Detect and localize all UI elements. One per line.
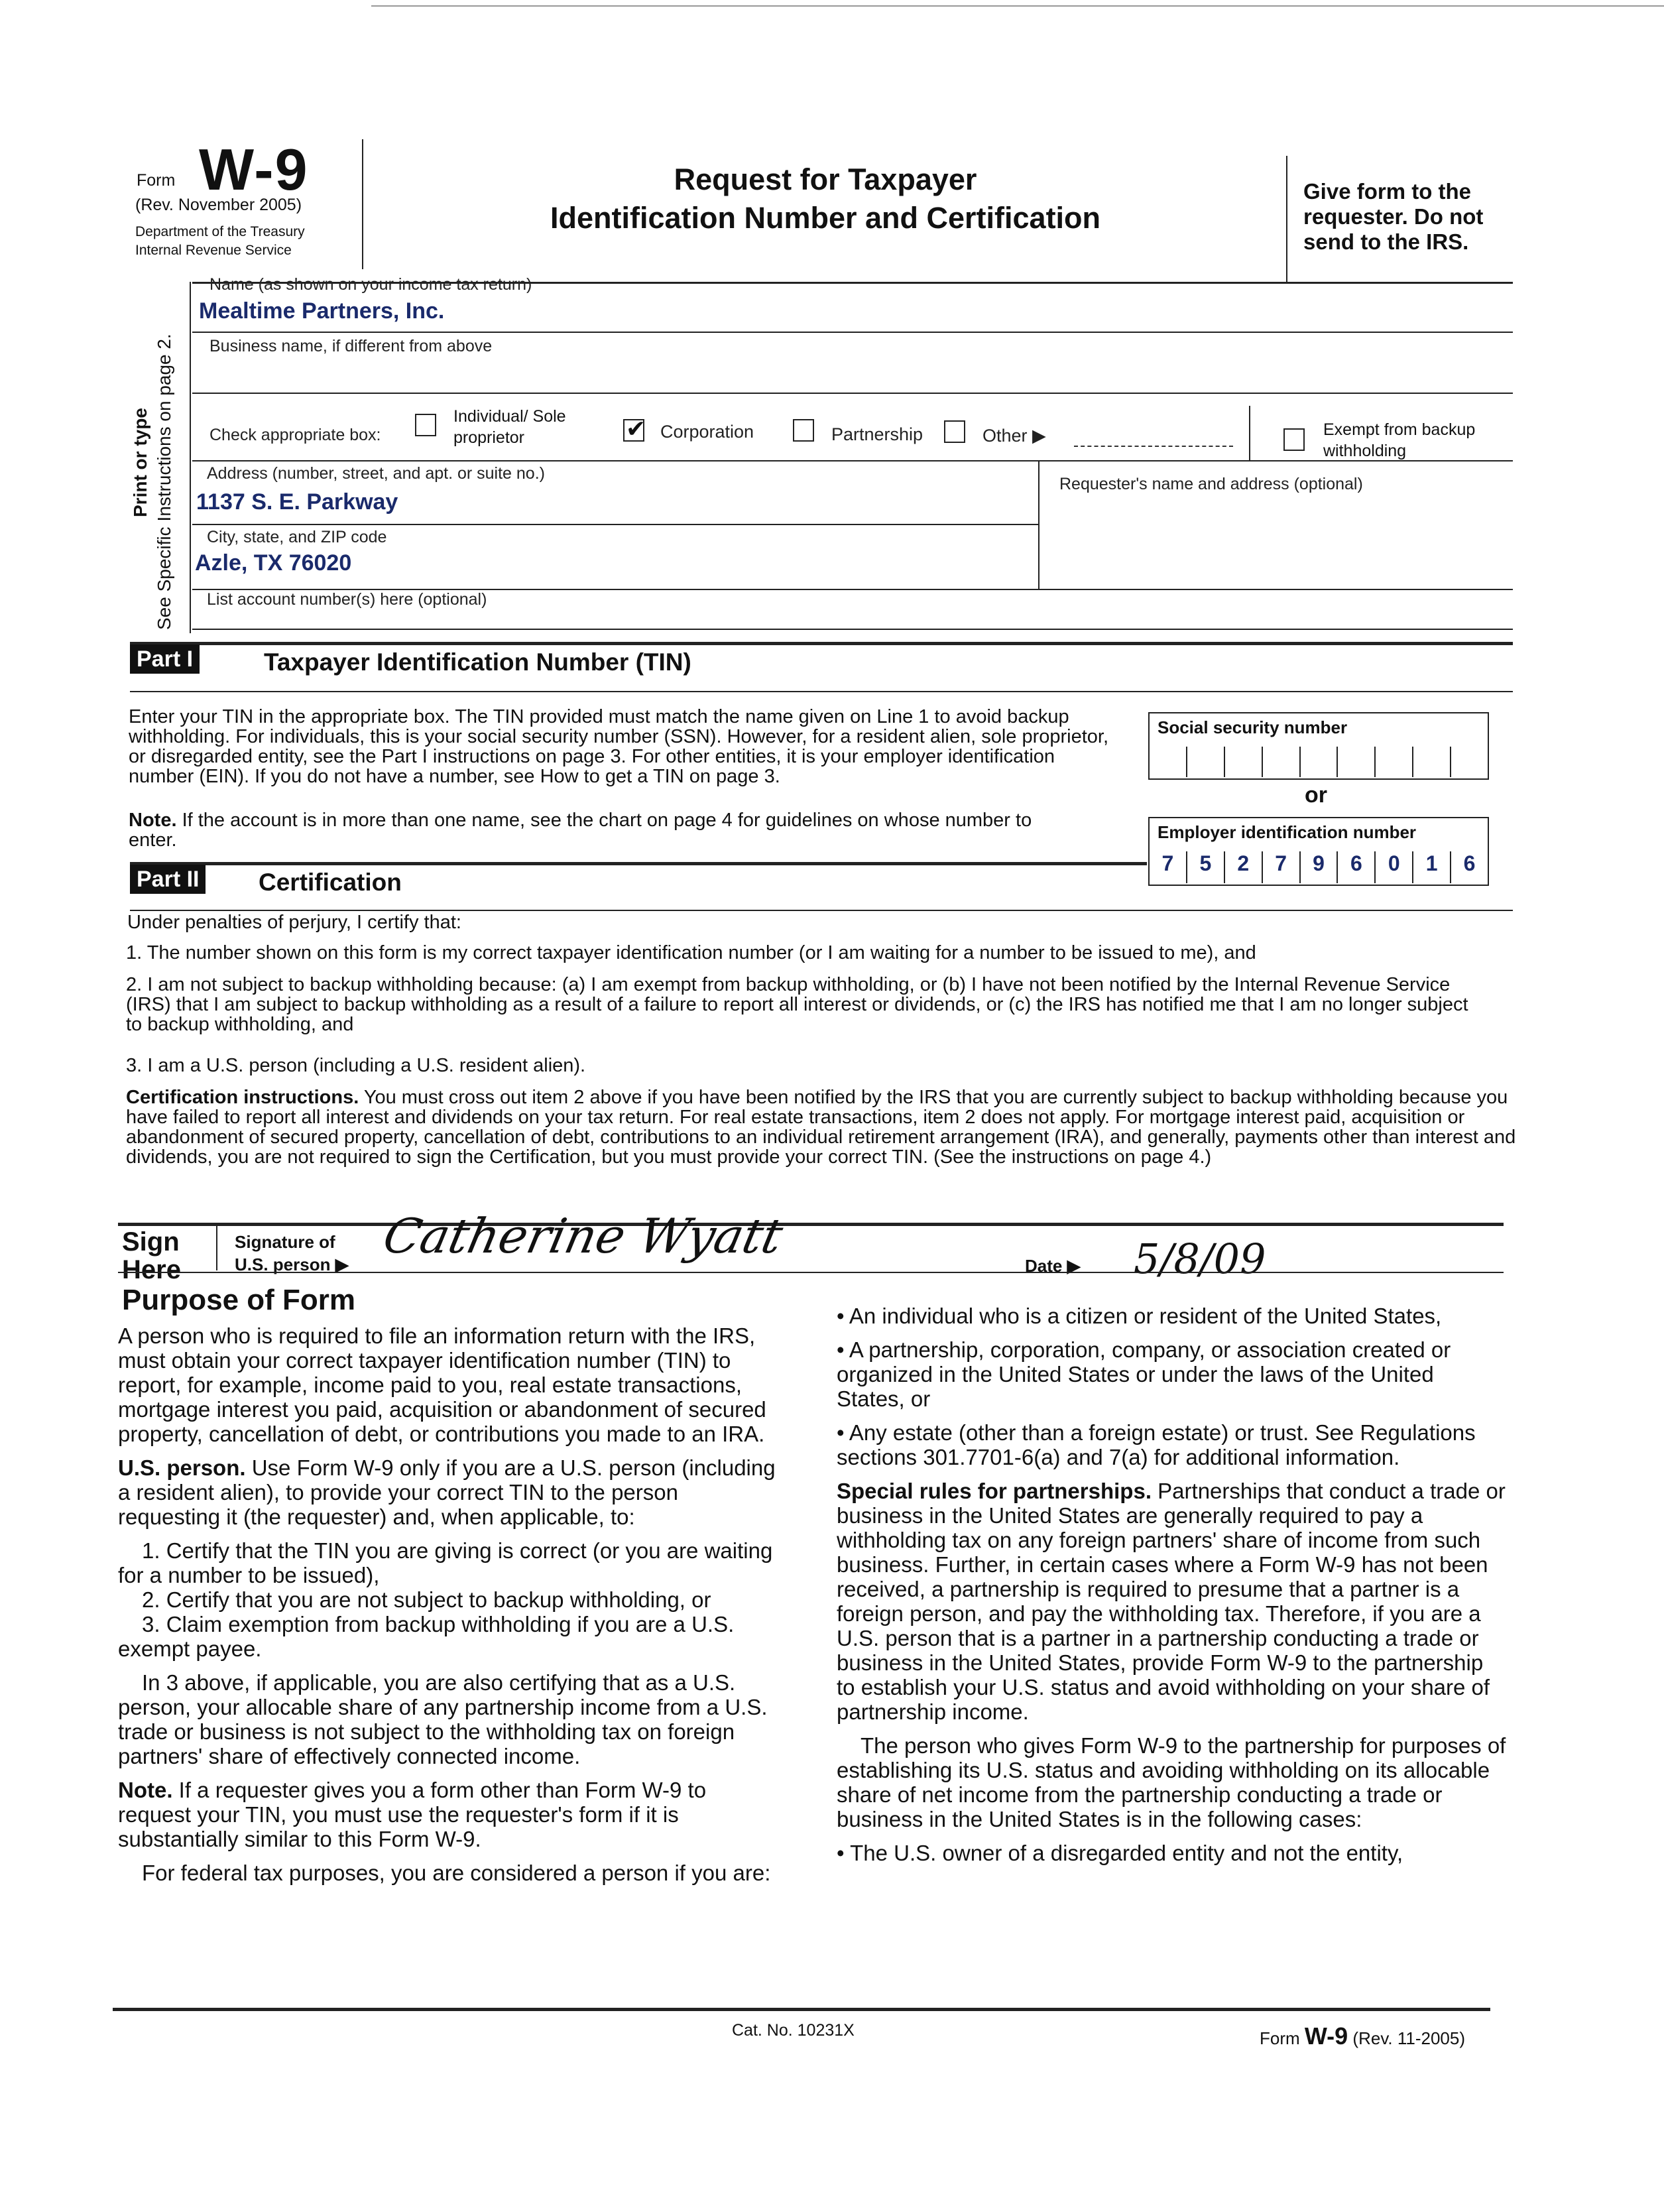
footer-form-id xyxy=(1260,2022,1465,2050)
purpose-para-3: In 3 above, if applicable, you are also certifying that as a U.S. person, your allocable share of any partnership income from a U.S. trade or business is not subject to the withholding tax on foreign partners' share of effectively connected income. xyxy=(118,1670,768,1768)
purpose-heading: Purpose of Form xyxy=(122,1284,356,1316)
ein-digit: 5 xyxy=(1187,851,1225,883)
revision: (Rev. November 2005) xyxy=(135,196,302,214)
form-title-line1: Request for Taxpayer xyxy=(674,162,977,196)
print-or-type-label: Print or type xyxy=(130,408,150,517)
ein-digit: 6 xyxy=(1338,851,1376,883)
person-bullet-3: • Any estate (other than a foreign estate) or trust. See Regulations sections 301.7701-6(a) and 7(a) for additional information. xyxy=(837,1420,1476,1469)
ein-label: Employer identification number xyxy=(1158,822,1417,842)
purpose-para-4: For federal tax purposes, you are considered a person if you are: xyxy=(142,1861,771,1885)
form-title-line2: Identification Number and Certification xyxy=(550,201,1101,235)
see-instructions-label: See Specific Instructions on page 2. xyxy=(154,334,174,630)
purpose-para-1: A person who is required to file an information return with the IRS, must obtain your correct taxpayer identification number (TIN) to report, for example, income paid to you, real estate transactions, mortgage interest you paid, acquisition or abandonment of secured property, cancellation of debt, or contributions you made to an IRA. xyxy=(118,1323,766,1446)
corporation-label: Corporation xyxy=(660,422,754,442)
form-word: Form xyxy=(137,171,176,190)
part2-title: Certification xyxy=(259,869,402,896)
sign-top-rule xyxy=(118,1223,1504,1226)
cert-item-2: 2. I am not subject to backup withholding because: (a) I am exempt from backup withholding, or (b) I have not been notified by the Internal Revenue Service (IRS) that I am subject to backup withholding as a result of a failure to report all interest or dividends, or (c) the IRS has notified me that I am no longer subject to backup withholding, and xyxy=(126,974,1468,1035)
part1-body: Enter your TIN in the appropriate box. The TIN provided must match the name given on Line 1 to avoid backup withholding. For individuals, this is your social security number (SSN). However, for a resident alien, sole proprietor, or disregarded entity, see the Part I instructions on page 3. For other entities, it is your employer identification number (EIN). If you do not have a number, see How to get a TIN on page 3. xyxy=(129,706,1109,787)
part2-tag: Part II xyxy=(130,865,206,894)
purpose-note-label: Note. xyxy=(118,1778,173,1802)
person-bullet-2: • A partnership, corporation, company, or association created or organized in the United States or under the laws of the United States, or xyxy=(837,1337,1451,1411)
part2-intro: Under penalties of perjury, I certify that: xyxy=(127,912,461,933)
purpose-item-1: 1. Certify that the TIN you are giving is correct (or you are waiting for a number to be issued), xyxy=(118,1538,773,1587)
cert-item-1: 1. The number shown on this form is my correct taxpayer identification number (or I am waiting for a number to be issued to me), and xyxy=(126,942,1256,963)
part1-tag: Part I xyxy=(130,645,200,674)
special-rules-para xyxy=(837,1479,1506,1724)
scan-edge xyxy=(371,5,1664,7)
cat-no: Cat. No. 10231X xyxy=(732,2021,855,2040)
special-rules-text: Partnerships that conduct a trade or business in the United States are generally required to pay a withholding tax on any foreign partners' share of income from such business. Further, in certain cases where a Form W-9 has not been received, a partnership is required to presume that a partner is a foreign person, and pay the withholding tax. Therefore, if you are a U.S. person that is a partner in a partnership conducting a trade or business in the United States, provide Form W-9 to the partnership to establish your U.S. status and avoid withholding on your share of partnership income. xyxy=(837,1479,1506,1724)
special-rules-label: Special rules for partnerships. xyxy=(837,1479,1152,1503)
footer-rule xyxy=(113,2008,1490,2011)
cert-instructions-label: Certification instructions. xyxy=(126,1087,359,1108)
dept-line2: Internal Revenue Service xyxy=(135,243,292,258)
other-checkbox[interactable] xyxy=(944,420,965,443)
person-bullet-1: • An individual who is a citizen or resident of the United States, xyxy=(837,1304,1442,1328)
city-label: City, state, and ZIP code xyxy=(207,528,387,546)
cert-item-3: 3. I am a U.S. person (including a U.S. resident alien). xyxy=(126,1055,586,1076)
sign-divider xyxy=(216,1224,217,1270)
partnership-label: Partnership xyxy=(831,424,923,444)
name-field[interactable]: Mealtime Partners, Inc. xyxy=(199,298,445,324)
account-label: List account number(s) here (optional) xyxy=(207,590,487,609)
date-label: Date ▶ xyxy=(1025,1256,1081,1276)
purpose-item-2: 2. Certify that you are not subject to backup withholding, or xyxy=(142,1587,711,1612)
city-field[interactable]: Azle, TX 76020 xyxy=(195,550,352,576)
cert-instructions-text: You must cross out item 2 above if you have been notified by the IRS that you are currently subject to backup withholding because you have failed to report all interest and dividends on your tax return. For real estate transactions, item 2 does not apply. For mortgage interest paid, acquisition or abandonment of secured property, cancellation of debt, contributions to an individual retirement arrangement (IRA), and generally, payments other than interest and dividends, you are not required to sign the Certification, but you must provide your correct TIN. (See the instructions on page 4.) xyxy=(126,1087,1516,1168)
part1-note xyxy=(129,810,1057,850)
ein-digit: 2 xyxy=(1225,851,1263,883)
ein-cells[interactable] xyxy=(1150,851,1488,883)
account-rule xyxy=(192,629,1513,630)
signature-field[interactable]: Catherine Wyatt xyxy=(379,1208,788,1264)
date-field[interactable]: 5/8/09 xyxy=(1134,1235,1266,1283)
exempt-checkbox[interactable] xyxy=(1283,428,1305,451)
name-rule xyxy=(192,332,1513,333)
other-label: Other ▶ xyxy=(982,426,1046,446)
part1-note-label: Note. xyxy=(129,810,177,831)
ein-digit: 7 xyxy=(1263,851,1301,883)
purpose-note-text: If a requester gives you a form other than Form W-9 to request your TIN, you must use the requester's form if it is substantially similar to this Form W-9. xyxy=(118,1778,707,1851)
footer-form-number: W-9 xyxy=(1304,2022,1348,2050)
individual-label: Individual/ Sole proprietor xyxy=(453,407,566,447)
us-person-label: U.S. person. xyxy=(118,1455,246,1480)
exempt-label: Exempt from backup withholding xyxy=(1323,420,1476,460)
individual-checkbox[interactable] xyxy=(415,414,436,436)
footer-form-word: Form xyxy=(1260,2028,1300,2048)
purpose-note xyxy=(118,1778,781,1851)
or-label: or xyxy=(1305,782,1327,808)
give-form-note: Give form to the requester. Do not send to the IRS. xyxy=(1303,179,1484,254)
purpose-right-column xyxy=(837,1304,1506,1874)
header-divider-right xyxy=(1286,156,1287,282)
ssn-box[interactable] xyxy=(1148,712,1489,780)
ein-digit: 7 xyxy=(1150,851,1187,883)
part1-title-rule xyxy=(130,691,1513,692)
purpose-left-column xyxy=(118,1323,781,1894)
ein-digit: 1 xyxy=(1413,851,1451,883)
sign-bottom-rule xyxy=(118,1272,1504,1273)
requester-divider xyxy=(1038,460,1040,590)
signature-label: Signature of U.S. person ▶ xyxy=(235,1232,349,1274)
corporation-checkbox[interactable] xyxy=(623,415,646,442)
partnership-cases-para: The person who gives Form W-9 to the partnership for purposes of establishing its U.S. status and avoiding withholding on its allocable share of net income from the partnership conducting a trade or business in the United States is in the following cases: xyxy=(837,1733,1506,1831)
address-rule xyxy=(192,524,1040,525)
us-person-text: Use Form W-9 only if you are a U.S. person (including a resident alien), to provide your correct TIN to the person requesting it (the requester) and, when applicable, to: xyxy=(118,1455,776,1529)
business-name-label: Business name, if different from above xyxy=(209,337,493,355)
ssn-cells[interactable] xyxy=(1150,747,1488,777)
part1-note-text: If the account is in more than one name, see the chart on page 4 for guidelines on whose number to enter. xyxy=(129,810,1032,851)
sidebar-rule xyxy=(190,282,191,633)
partnership-checkbox[interactable] xyxy=(793,419,814,442)
ein-digit: 9 xyxy=(1301,851,1338,883)
other-fill-line[interactable] xyxy=(1074,446,1233,447)
checkbox-row-rule xyxy=(192,460,1513,461)
purpose-para-2 xyxy=(118,1455,781,1529)
ein-digit: 0 xyxy=(1376,851,1413,883)
name-label: Name (as shown on your income tax return) xyxy=(209,275,532,294)
check-box-label: Check appropriate box: xyxy=(209,426,381,444)
cert-instructions xyxy=(126,1087,1525,1167)
address-field[interactable]: 1137 S. E. Parkway xyxy=(196,489,398,515)
footer-rev: (Rev. 11-2005) xyxy=(1352,2028,1465,2048)
part2-top-rule xyxy=(130,862,1147,865)
sign-here-label: Sign Here xyxy=(122,1227,181,1284)
form-number: W-9 xyxy=(199,137,309,202)
ein-box[interactable] xyxy=(1148,817,1489,886)
header-divider-left xyxy=(362,139,363,269)
ssn-label: Social security number xyxy=(1158,717,1348,737)
check-mark-icon: ✔ xyxy=(626,415,646,442)
address-label: Address (number, street, and apt. or suite no.) xyxy=(207,464,545,483)
business-rule xyxy=(192,393,1513,394)
part2-title-rule xyxy=(130,910,1513,911)
dept-line1: Department of the Treasury xyxy=(135,224,305,239)
requester-label: Requester's name and address (optional) xyxy=(1059,475,1363,493)
part1-top-rule xyxy=(130,642,1513,645)
ein-digit: 6 xyxy=(1463,851,1476,875)
owner-bullet: • The U.S. owner of a disregarded entity and not the entity, xyxy=(837,1841,1403,1865)
purpose-item-3: 3. Claim exemption from backup withholding if you are a U.S. exempt payee. xyxy=(118,1612,735,1661)
part1-title: Taxpayer Identification Number (TIN) xyxy=(264,648,691,676)
exempt-divider xyxy=(1249,406,1250,460)
